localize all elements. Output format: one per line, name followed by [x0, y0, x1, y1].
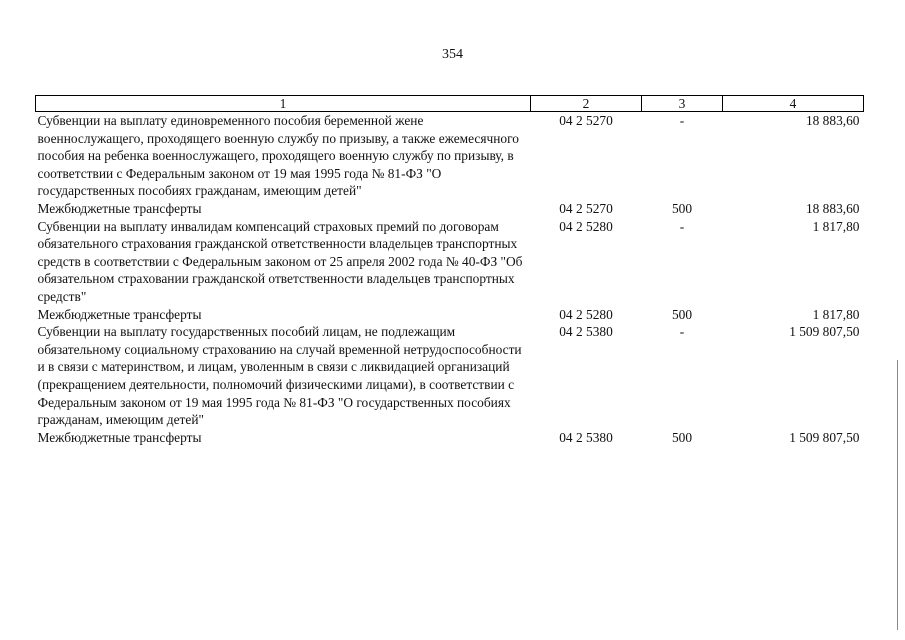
row-expense-type: 500	[671, 200, 693, 216]
page-number: 354	[442, 47, 463, 62]
table-row	[36, 429, 864, 447]
table-row	[36, 323, 864, 429]
table-row	[36, 306, 864, 324]
row-description: Субвенции на выплату государственных пособий лицам, не подлежащим обязательному социальному страхованию на случай временной нетрудоспособности и в связи с материнством, и лицам, уволенным в связи с ликвидацией организаций (прекращением деятельности, полномочий физическими лицами), в соответствии с Федеральным законом от 19 мая 1995 года № 81-ФЗ "О государственных пособиях гражданам, имеющим детей"	[37, 324, 522, 428]
row-description: Межбюджетные трансферты	[37, 200, 202, 216]
row-description: Межбюджетные трансферты	[37, 429, 202, 445]
row-expense-type: 500	[671, 429, 693, 445]
row-description: Межбюджетные трансферты	[37, 306, 202, 322]
row-amount: 1 817,80	[812, 306, 860, 322]
row-amount: 1 509 807,50	[789, 429, 860, 445]
row-amount: 18 883,60	[805, 200, 860, 216]
row-amount: 18 883,60	[805, 113, 860, 128]
row-expense-type: 500	[671, 306, 693, 322]
row-expense-type: -	[679, 218, 685, 234]
row-code: 04 2 5270	[559, 113, 613, 128]
table-row	[36, 200, 864, 218]
scan-edge-line	[897, 360, 898, 630]
column-header-3: 3	[642, 96, 723, 112]
row-code: 04 2 5380	[559, 429, 613, 445]
table-row	[36, 112, 864, 200]
budget-table	[35, 95, 864, 446]
row-description: Субвенции на выплату инвалидам компенсаций страховых премий по договорам обязательного страхования гражданской ответственности владельцев транспортных средств в соответствии с Федеральным законом от 25 апреля 2002 года № 40-ФЗ "Об обязательном страховании гражданской ответственности владельцев транспортных средств"	[37, 218, 523, 304]
row-expense-type: -	[679, 324, 685, 340]
row-code: 04 2 5280	[559, 306, 613, 322]
row-code: 04 2 5270	[559, 200, 613, 216]
row-amount: 1 509 807,50	[789, 324, 860, 340]
column-header-4: 4	[723, 96, 864, 112]
table-row	[36, 218, 864, 306]
row-amount: 1 817,80	[812, 218, 860, 234]
row-code: 04 2 5380	[559, 324, 613, 340]
row-code: 04 2 5280	[559, 218, 613, 234]
column-header-1: 1	[36, 96, 531, 112]
row-description: Субвенции на выплату единовременного пособия беременной жене военнослужащего, проходящего военную службу по призыву, а также ежемесячного пособия на ребенка военнослужащего, проходящего военную службу по призыву, в соответствии с Федеральным законом от 19 мая 1995 года № 81-ФЗ "О государственных пособиях гражданам, имеющим детей"	[37, 113, 519, 199]
table-header-row	[36, 96, 864, 112]
row-expense-type: -	[679, 113, 685, 128]
column-header-2: 2	[531, 96, 642, 112]
